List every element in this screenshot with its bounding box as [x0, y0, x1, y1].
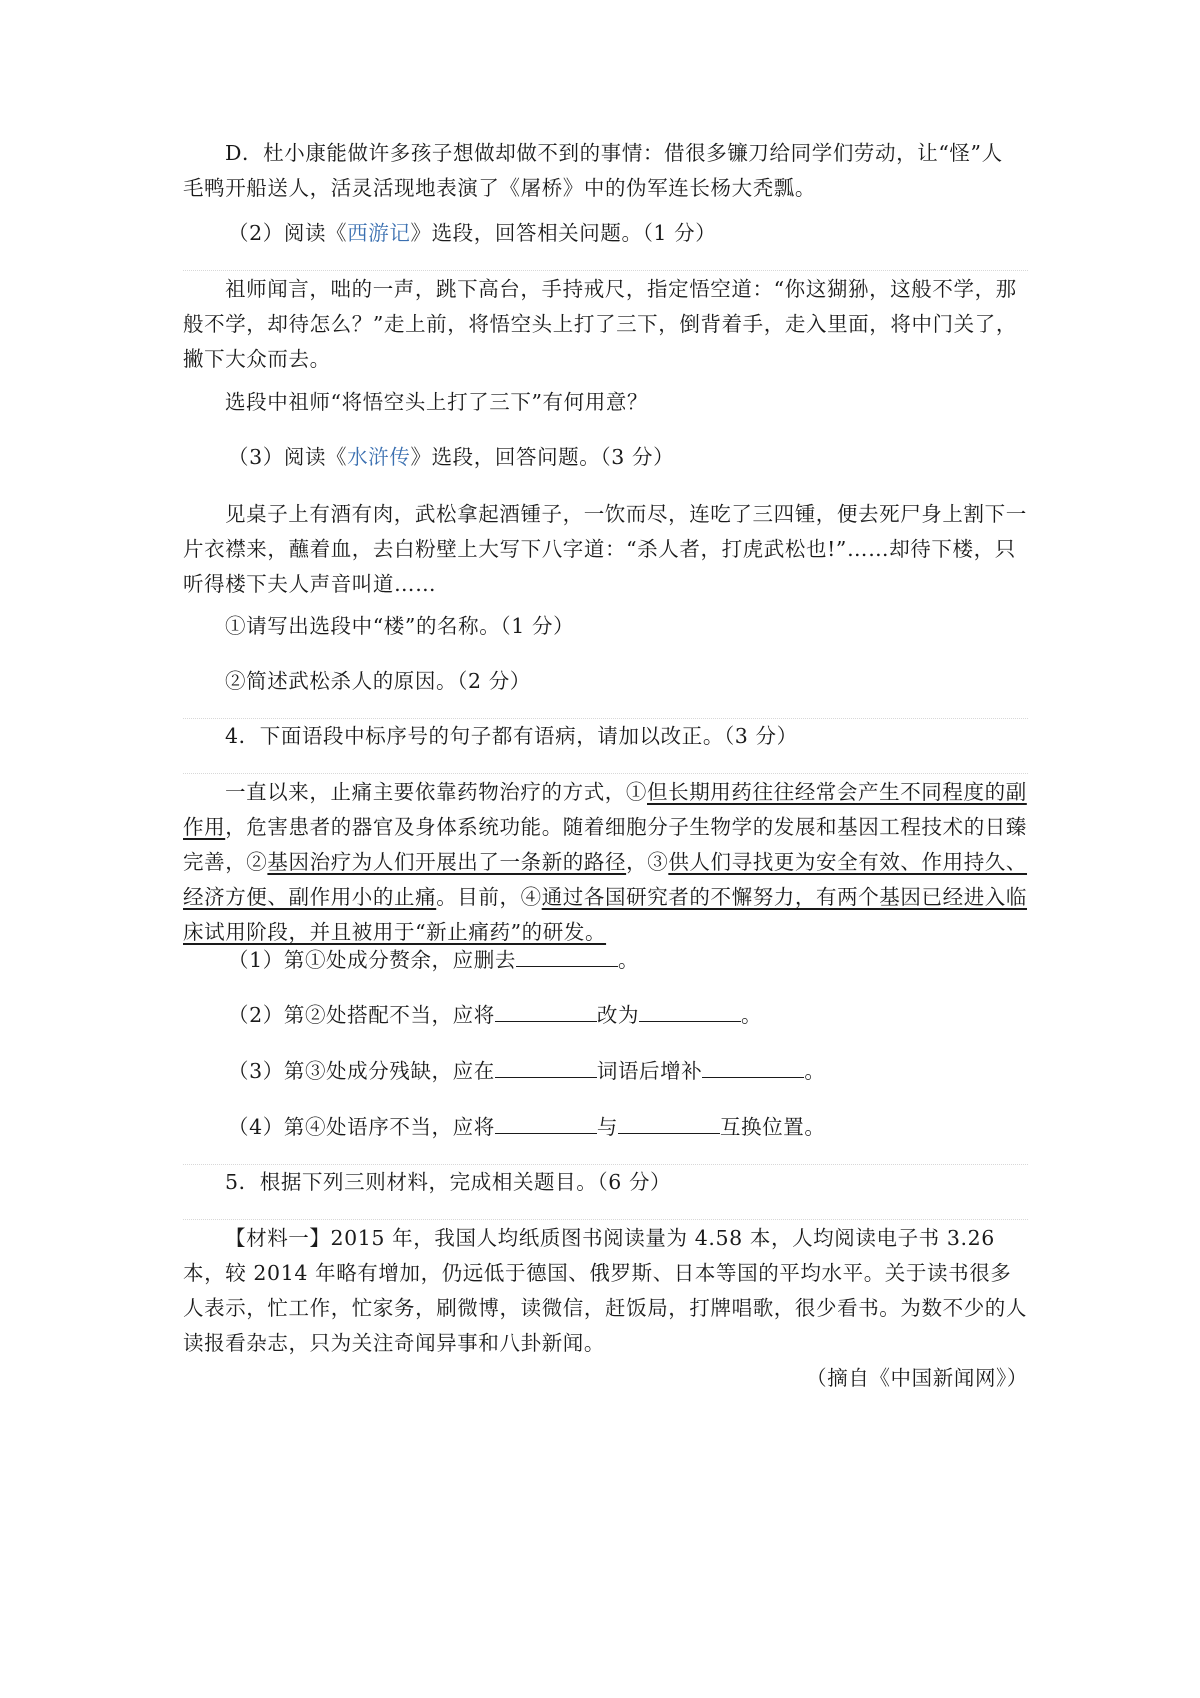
item-text: 。 [804, 1059, 826, 1083]
question-4-title: 4．下面语段中标序号的句子都有语病，请加以改正。（3 分） [225, 724, 798, 748]
question-2-heading [228, 216, 716, 251]
answer-blank[interactable] [495, 1113, 597, 1134]
xiyouji-link[interactable]: 西游记 [347, 221, 411, 245]
option-d-line1: D．杜小康能做许多孩子想做却做不到的事情：借很多镰刀给同学们劳动，让“怪”人 [225, 141, 1003, 165]
xiyouji-excerpt: 祖师闻言，咄的一声，跳下高台，手持戒尺，指定悟空道：“你这猢狲，这般不学，那般不学，却待怎么？”走上前，将悟空头上打了三下，倒背着手，走入里面，将中门关了，撇下大众而去。 [183, 277, 1017, 371]
question-5-title: 5．根据下列三则材料，完成相关题目。（6 分） [225, 1170, 672, 1194]
option-d-line2: 毛鸭开船送人，活灵活现地表演了《屠桥》中的伪军连长杨大秃瓢。 [183, 176, 816, 200]
answer-blank[interactable] [495, 1001, 597, 1022]
q3-prefix: （3）阅读《 [228, 445, 348, 469]
question-4-item-2 [228, 998, 762, 1033]
sentence-3-underlined: 供人们寻找更为安全有效、作用持久、经济方便、副作用小的止痛 [183, 850, 1028, 909]
item-text: （2）第②处搭配不当，应将 [228, 1003, 495, 1027]
option-d [183, 136, 1028, 206]
dotted-divider [183, 1219, 1028, 1220]
item-text: （4）第④处语序不当，应将 [228, 1115, 495, 1139]
q2-prefix: （2）阅读《 [228, 221, 348, 245]
shuihuzhuan-excerpt: 见桌子上有酒有肉，武松拿起酒锺子，一饮而尽，连吃了三四锺，便去死尸身上割下一片衣襟来，蘸着血，去白粉壁上大写下八字道：“杀人者，打虎武松也!”……却待下楼，只听得楼下夫人声音叫道…… [183, 502, 1027, 596]
passage-text: 。目前，④ [436, 885, 542, 909]
sentence-2-underlined: 基因治疗为人们开展出了一条新的路径 [267, 850, 627, 874]
answer-blank[interactable] [495, 1057, 597, 1078]
item-text: 改为 [596, 1003, 640, 1027]
question-2-prompt: 选段中祖师“将悟空头上打了三下”有何用意？ [225, 390, 649, 414]
material-1: 【材料一】2015 年，我国人均纸质图书阅读量为 4.58 本，人均阅读电子书 3.26 本，较 2014 年略有增加，仍远低于德国、俄罗斯、日本等国的平均水平。关于读书很多人表示，忙工作，忙家务，刷微博，读微信，赶饭局，打牌唱歌，很少看书。为数不少的人读报看杂志，只为关注奇闻异事和八卦新闻。 [183, 1226, 1027, 1355]
dotted-divider [183, 270, 1028, 271]
answer-blank[interactable] [618, 1113, 720, 1134]
q2-suffix: 》选段，回答相关问题。（1 分） [410, 221, 717, 245]
material-1-source: （摘自《中国新闻网》） [806, 1366, 1028, 1390]
question-4-passage [183, 775, 1028, 950]
q3-suffix: 》选段，回答问题。（3 分） [410, 445, 675, 469]
question-3-2: ②简述武松杀人的原因。（2 分） [225, 669, 531, 693]
passage-text: ，危害患者的器官及身体系统功能。随着细胞分子生物学的发展和基因工程技术的日臻完善，② [183, 815, 1028, 874]
sentence-4-underlined: 通过各国研究者的不懈努力，有两个基因已经进入临床试用阶段，并且被用于“新止痛药”的研发。 [183, 885, 1028, 944]
passage-text: ，③ [626, 850, 669, 874]
item-text: 词语后增补 [596, 1059, 703, 1083]
item-text: 。 [741, 1003, 763, 1027]
item-text: （3）第③处成分残缺，应在 [228, 1059, 495, 1083]
answer-blank[interactable] [702, 1057, 804, 1078]
dotted-divider [183, 773, 1028, 774]
question-4-item-3 [228, 1054, 825, 1089]
answer-blank[interactable] [639, 1001, 741, 1022]
item-text: 与 [596, 1115, 618, 1139]
answer-blank[interactable] [516, 946, 618, 967]
question-3-heading [228, 440, 674, 475]
shuihuzhuan-link[interactable]: 水浒传 [347, 445, 411, 469]
question-3-1: ①请写出选段中“楼”的名称。（1 分） [225, 614, 575, 638]
passage-text: 一直以来，止痛主要依靠药物治疗的方式，① [225, 780, 647, 804]
item-text: 互换位置。 [719, 1115, 826, 1139]
item-text: 。 [617, 948, 640, 972]
item-text: （1）第①处成分赘余，应删去 [228, 948, 516, 972]
sentence-1-underlined: 但长期用药往往经常会产生不同程度的副作用 [183, 780, 1027, 839]
question-4-item-1 [228, 943, 639, 978]
question-4-item-4 [228, 1110, 825, 1145]
